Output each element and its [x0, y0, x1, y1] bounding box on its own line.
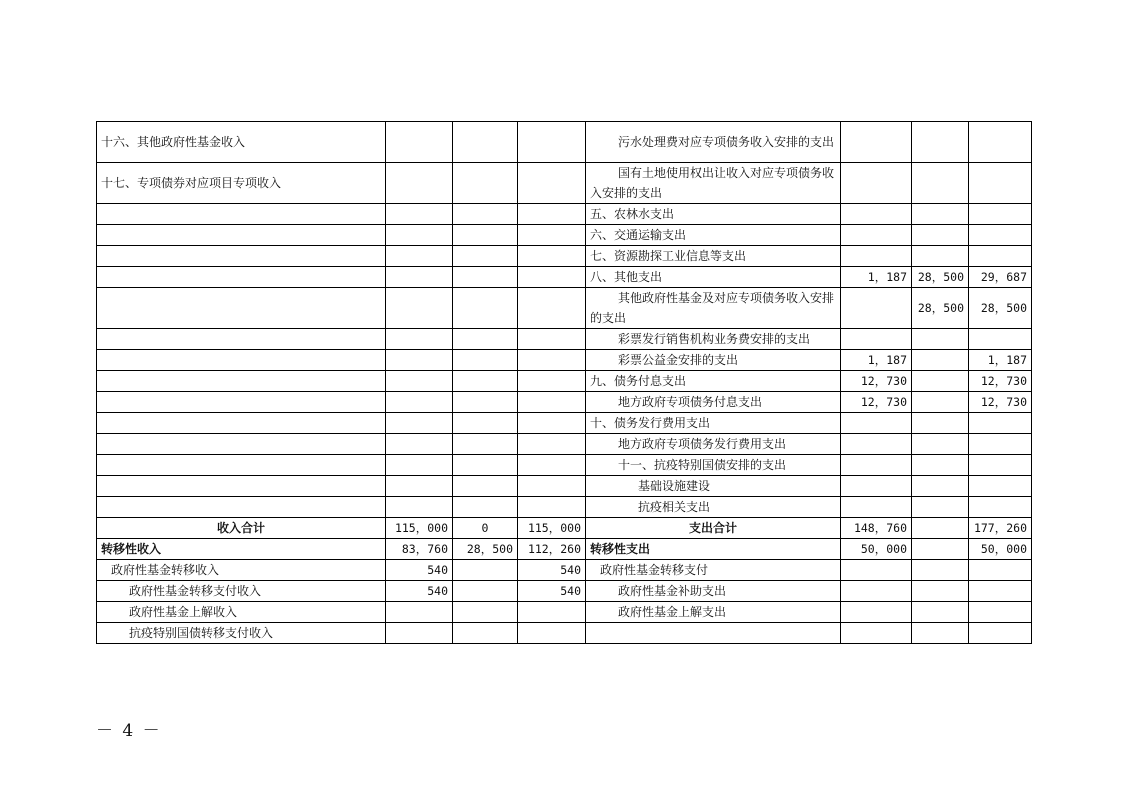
- expense-label: 抗疫相关支出: [586, 497, 841, 518]
- expense-label: 国有土地使用权出让收入对应专项债务收入安排的支出: [586, 163, 841, 204]
- income-value: 0: [453, 518, 518, 539]
- income-value: [386, 371, 453, 392]
- expense-value: [969, 560, 1032, 581]
- income-label: 抗疫特别国债转移支付收入: [97, 623, 386, 644]
- income-value: [518, 623, 586, 644]
- income-value: [518, 476, 586, 497]
- table-row: [97, 163, 1032, 204]
- expense-label: 六、交通运输支出: [586, 225, 841, 246]
- page-number: － 4 －: [96, 721, 162, 741]
- income-total-label: 收入合计: [97, 518, 386, 539]
- income-value: [453, 392, 518, 413]
- income-value: [453, 455, 518, 476]
- table-row: [97, 225, 1032, 246]
- expense-value: 50，000: [841, 539, 912, 560]
- income-value: [518, 413, 586, 434]
- income-label: [97, 267, 386, 288]
- expense-value: [912, 602, 969, 623]
- expense-value: [841, 623, 912, 644]
- income-value: [386, 267, 453, 288]
- income-value: [386, 163, 453, 204]
- expense-label: 九、债务付息支出: [586, 371, 841, 392]
- income-value: [518, 204, 586, 225]
- income-label: [97, 371, 386, 392]
- expense-value: [912, 539, 969, 560]
- expense-value: 1，187: [841, 350, 912, 371]
- expense-label: 转移性支出: [586, 539, 841, 560]
- income-value: [386, 623, 453, 644]
- expense-value: [841, 225, 912, 246]
- income-value: [453, 623, 518, 644]
- income-label: [97, 497, 386, 518]
- table-row: [97, 623, 1032, 644]
- income-value: [518, 225, 586, 246]
- expense-value: 28，500: [912, 267, 969, 288]
- income-value: [518, 602, 586, 623]
- income-label: [97, 476, 386, 497]
- expense-value: 50，000: [969, 539, 1032, 560]
- table-row: [97, 350, 1032, 371]
- income-label: [97, 392, 386, 413]
- expense-value: [912, 518, 969, 539]
- expense-value: [912, 350, 969, 371]
- expense-value: [841, 455, 912, 476]
- expense-value: [969, 497, 1032, 518]
- income-value: [386, 392, 453, 413]
- expense-value: [912, 371, 969, 392]
- table-row: [97, 497, 1032, 518]
- expense-label: 政府性基金补助支出: [586, 581, 841, 602]
- income-value: [453, 497, 518, 518]
- expense-value: [912, 560, 969, 581]
- total-row: [97, 518, 1032, 539]
- income-value: [386, 329, 453, 350]
- expense-value: [841, 122, 912, 163]
- income-value: 540: [386, 560, 453, 581]
- income-value: [386, 497, 453, 518]
- income-value: [518, 267, 586, 288]
- expense-value: [841, 434, 912, 455]
- expense-value: [912, 497, 969, 518]
- income-value: 28，500: [453, 539, 518, 560]
- expense-value: [912, 434, 969, 455]
- income-value: [386, 434, 453, 455]
- income-value: [386, 350, 453, 371]
- expense-label: 七、资源勘探工业信息等支出: [586, 246, 841, 267]
- income-value: [518, 392, 586, 413]
- income-value: [518, 497, 586, 518]
- budget-table: [96, 121, 1032, 644]
- income-label: [97, 329, 386, 350]
- expense-label: 彩票公益金安排的支出: [586, 350, 841, 371]
- expense-value: 12，730: [969, 371, 1032, 392]
- income-value: [453, 246, 518, 267]
- expense-value: [841, 413, 912, 434]
- table-row: [97, 455, 1032, 476]
- expense-label: 十、债务发行费用支出: [586, 413, 841, 434]
- expense-value: [841, 163, 912, 204]
- income-label: [97, 455, 386, 476]
- income-value: [518, 246, 586, 267]
- expense-value: [912, 476, 969, 497]
- table-row: [97, 246, 1032, 267]
- table-row: [97, 392, 1032, 413]
- expense-label: 十一、抗疫特别国债安排的支出: [586, 455, 841, 476]
- income-label: 政府性基金转移支付收入: [97, 581, 386, 602]
- income-value: [518, 122, 586, 163]
- income-value: [518, 455, 586, 476]
- expense-value: [969, 204, 1032, 225]
- income-value: [518, 288, 586, 329]
- expense-value: 177，260: [969, 518, 1032, 539]
- table-row: [97, 122, 1032, 163]
- table-row: [97, 371, 1032, 392]
- income-value: [453, 350, 518, 371]
- expense-value: [969, 246, 1032, 267]
- expense-value: [841, 288, 912, 329]
- income-value: [453, 371, 518, 392]
- table-row: [97, 267, 1032, 288]
- expense-value: [969, 623, 1032, 644]
- expense-label: 五、农林水支出: [586, 204, 841, 225]
- income-value: [386, 476, 453, 497]
- expense-value: [969, 329, 1032, 350]
- expense-value: [912, 413, 969, 434]
- income-label: [97, 246, 386, 267]
- income-label: [97, 350, 386, 371]
- expense-label: 基础设施建设: [586, 476, 841, 497]
- expense-value: [969, 602, 1032, 623]
- expense-label: 彩票发行销售机构业务费安排的支出: [586, 329, 841, 350]
- income-value: 115，000: [518, 518, 586, 539]
- income-label: [97, 434, 386, 455]
- expense-value: [912, 225, 969, 246]
- expense-value: [912, 581, 969, 602]
- expense-value: [912, 623, 969, 644]
- expense-value: [969, 434, 1032, 455]
- expense-value: [912, 163, 969, 204]
- income-value: [453, 560, 518, 581]
- income-value: [453, 267, 518, 288]
- expense-value: [969, 455, 1032, 476]
- income-value: [453, 413, 518, 434]
- expense-value: [841, 497, 912, 518]
- expense-value: [841, 204, 912, 225]
- table-row: [97, 560, 1032, 581]
- income-label: 十六、其他政府性基金收入: [97, 122, 386, 163]
- table-row: [97, 539, 1032, 560]
- expense-label: [586, 623, 841, 644]
- expense-value: [841, 246, 912, 267]
- expense-value: [912, 392, 969, 413]
- income-label: 转移性收入: [97, 539, 386, 560]
- table-row: [97, 329, 1032, 350]
- income-value: [386, 246, 453, 267]
- income-value: [453, 288, 518, 329]
- expense-value: [969, 122, 1032, 163]
- income-value: [518, 371, 586, 392]
- expense-value: [912, 455, 969, 476]
- expense-value: [969, 581, 1032, 602]
- income-value: [386, 225, 453, 246]
- expense-value: [912, 246, 969, 267]
- income-label: [97, 225, 386, 246]
- income-value: [453, 581, 518, 602]
- expense-value: [841, 602, 912, 623]
- expense-value: [969, 163, 1032, 204]
- expense-value: 29，687: [969, 267, 1032, 288]
- expense-value: [912, 204, 969, 225]
- expense-label: 政府性基金上解支出: [586, 602, 841, 623]
- expense-value: [969, 476, 1032, 497]
- income-value: [386, 288, 453, 329]
- table-row: [97, 413, 1032, 434]
- income-value: [453, 476, 518, 497]
- expense-value: [841, 329, 912, 350]
- table-row: [97, 581, 1032, 602]
- expense-value: 12，730: [841, 371, 912, 392]
- expense-value: 28，500: [969, 288, 1032, 329]
- expense-value: 1，187: [841, 267, 912, 288]
- expense-total-label: 支出合计: [586, 518, 841, 539]
- table-row: [97, 288, 1032, 329]
- expense-label: 污水处理费对应专项债务收入安排的支出: [586, 122, 841, 163]
- income-value: [453, 434, 518, 455]
- income-label: [97, 288, 386, 329]
- income-label: 十七、专项债券对应项目专项收入: [97, 163, 386, 204]
- expense-label: 地方政府专项债务发行费用支出: [586, 434, 841, 455]
- expense-value: [969, 413, 1032, 434]
- expense-label: 其他政府性基金及对应专项债务收入安排的支出: [586, 288, 841, 329]
- income-label: [97, 204, 386, 225]
- income-label: 政府性基金上解收入: [97, 602, 386, 623]
- income-value: 112，260: [518, 539, 586, 560]
- income-label: 政府性基金转移收入: [97, 560, 386, 581]
- income-value: [386, 204, 453, 225]
- expense-label: 地方政府专项债务付息支出: [586, 392, 841, 413]
- expense-value: 12，730: [841, 392, 912, 413]
- income-value: [453, 163, 518, 204]
- expense-value: [912, 329, 969, 350]
- expense-value: [841, 476, 912, 497]
- income-value: 540: [518, 560, 586, 581]
- income-value: 115，000: [386, 518, 453, 539]
- income-value: [453, 602, 518, 623]
- income-value: 540: [518, 581, 586, 602]
- expense-value: 148，760: [841, 518, 912, 539]
- expense-value: [841, 560, 912, 581]
- income-label: [97, 413, 386, 434]
- table-row: [97, 204, 1032, 225]
- income-value: [386, 413, 453, 434]
- expense-label: 政府性基金转移支付: [586, 560, 841, 581]
- expense-label: 八、其他支出: [586, 267, 841, 288]
- table-row: [97, 476, 1032, 497]
- income-value: [453, 122, 518, 163]
- income-value: 83，760: [386, 539, 453, 560]
- table-row: [97, 602, 1032, 623]
- income-value: [386, 602, 453, 623]
- income-value: [518, 434, 586, 455]
- income-value: [518, 329, 586, 350]
- expense-value: [912, 122, 969, 163]
- expense-value: [969, 225, 1032, 246]
- income-value: [453, 204, 518, 225]
- income-value: 540: [386, 581, 453, 602]
- income-value: [518, 350, 586, 371]
- income-value: [453, 225, 518, 246]
- income-value: [386, 122, 453, 163]
- expense-value: 12，730: [969, 392, 1032, 413]
- expense-value: [841, 581, 912, 602]
- expense-value: 28，500: [912, 288, 969, 329]
- income-value: [386, 455, 453, 476]
- income-value: [453, 329, 518, 350]
- expense-value: 1，187: [969, 350, 1032, 371]
- table-row: [97, 434, 1032, 455]
- income-value: [518, 163, 586, 204]
